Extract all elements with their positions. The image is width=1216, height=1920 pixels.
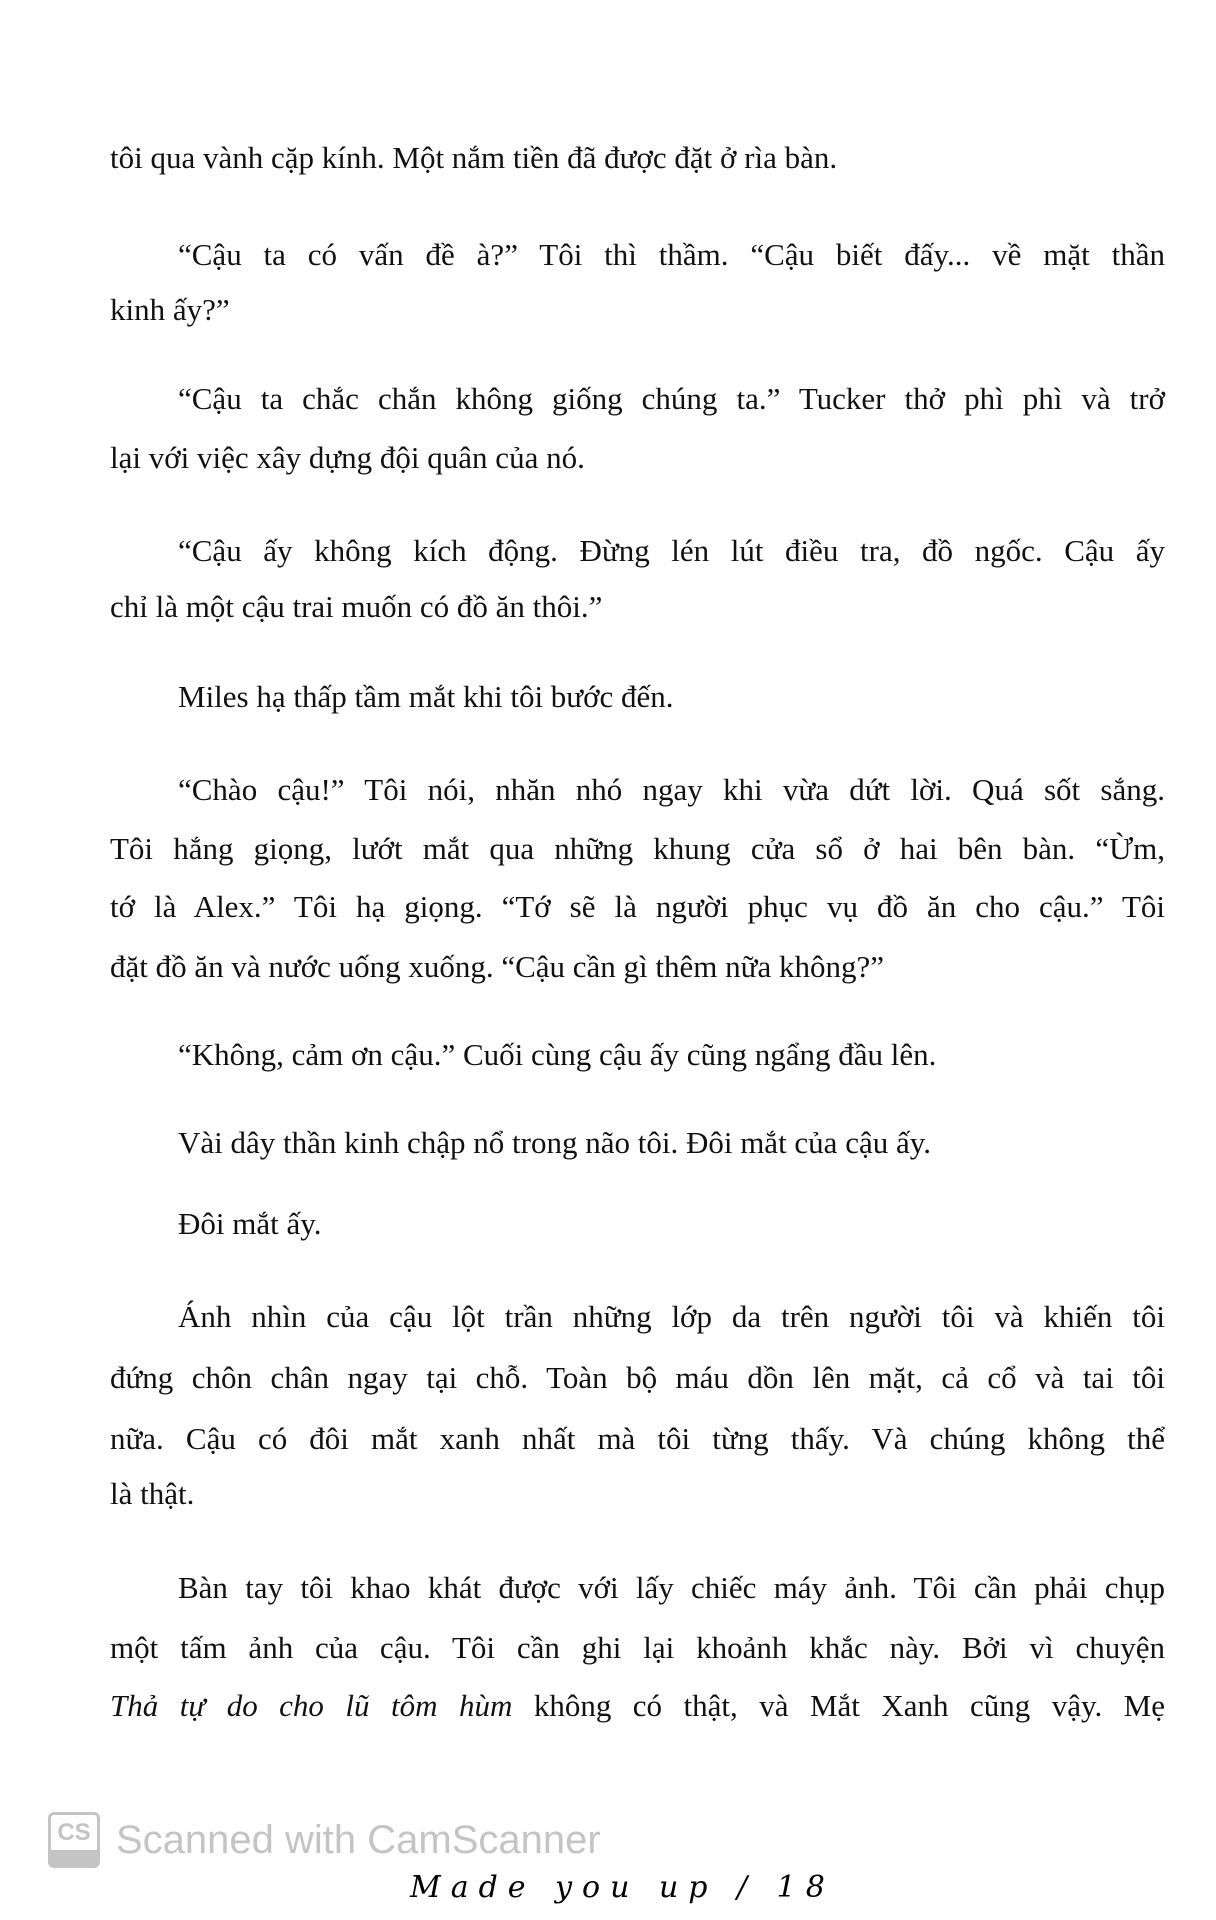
text-line [110,1681,1165,1731]
text-line: là thật. [110,1476,195,1511]
text-line: một tấm ảnh của cậu. Tôi cần ghi lại khoảnh khắc này. Bởi vì chuyện [110,1630,1165,1665]
text-line: “Cậu ta có vấn đề à?” Tôi thì thầm. “Cậu biết đấy... về mặt thần [178,237,1165,272]
text-line: Bàn tay tôi khao khát được với lấy chiếc máy ảnh. Tôi cần phải chụp [178,1570,1165,1605]
text-line: tớ là Alex.” Tôi hạ giọng. “Tớ sẽ là người phục vụ đồ ăn cho cậu.” Tôi [110,889,1165,924]
camscanner-watermark [48,1812,601,1868]
text-line: Đôi mắt ấy. [178,1206,322,1241]
text-line: Miles hạ thấp tầm mắt khi tôi bước đến. [178,679,674,714]
camscanner-logo-icon: CS [48,1812,100,1868]
page-footer: Made you up / 18 [410,1870,835,1905]
text-line: Vài dây thần kinh chập nổ trong não tôi. Đôi mắt của cậu ấy. [178,1125,931,1160]
text-line: chỉ là một cậu trai muốn có đồ ăn thôi.” [110,589,603,624]
text-line: nữa. Cậu có đôi mắt xanh nhất mà tôi từng thấy. Và chúng không thể [110,1421,1165,1456]
watermark-text: Scanned with CamScanner [116,1817,601,1862]
book-title-italic: Thả tự do cho lũ tôm hùm [110,1688,513,1723]
text-line-rest: không có thật, và Mắt Xanh cũng vậy. Mẹ [512,1688,1165,1723]
text-line: “Chào cậu!” Tôi nói, nhăn nhó ngay khi vừa dứt lời. Quá sốt sắng. [178,772,1165,807]
text-line: đặt đồ ăn và nước uống xuống. “Cậu cần gì thêm nữa không?” [110,949,884,984]
text-line: kinh ấy?” [110,292,230,327]
text-line: lại với việc xây dựng đội quân của nó. [110,440,585,475]
text-line: Tôi hắng giọng, lướt mắt qua những khung cửa sổ ở hai bên bàn. “Ừm, [110,831,1165,866]
text-line: Ánh nhìn của cậu lột trần những lớp da trên người tôi và khiến tôi [178,1299,1165,1334]
text-line: “Cậu ấy không kích động. Đừng lén lút điều tra, đồ ngốc. Cậu ấy [178,533,1165,568]
text-line: đứng chôn chân ngay tại chỗ. Toàn bộ máu dồn lên mặt, cả cổ và tai tôi [110,1360,1165,1395]
text-line: “Không, cảm ơn cậu.” Cuối cùng cậu ấy cũng ngẩng đầu lên. [178,1037,937,1072]
text-line: “Cậu ta chắc chắn không giống chúng ta.” Tucker thở phì phì và trở [178,381,1165,416]
text-line: tôi qua vành cặp kính. Một nắm tiền đã được đặt ở rìa bàn. [110,140,838,175]
